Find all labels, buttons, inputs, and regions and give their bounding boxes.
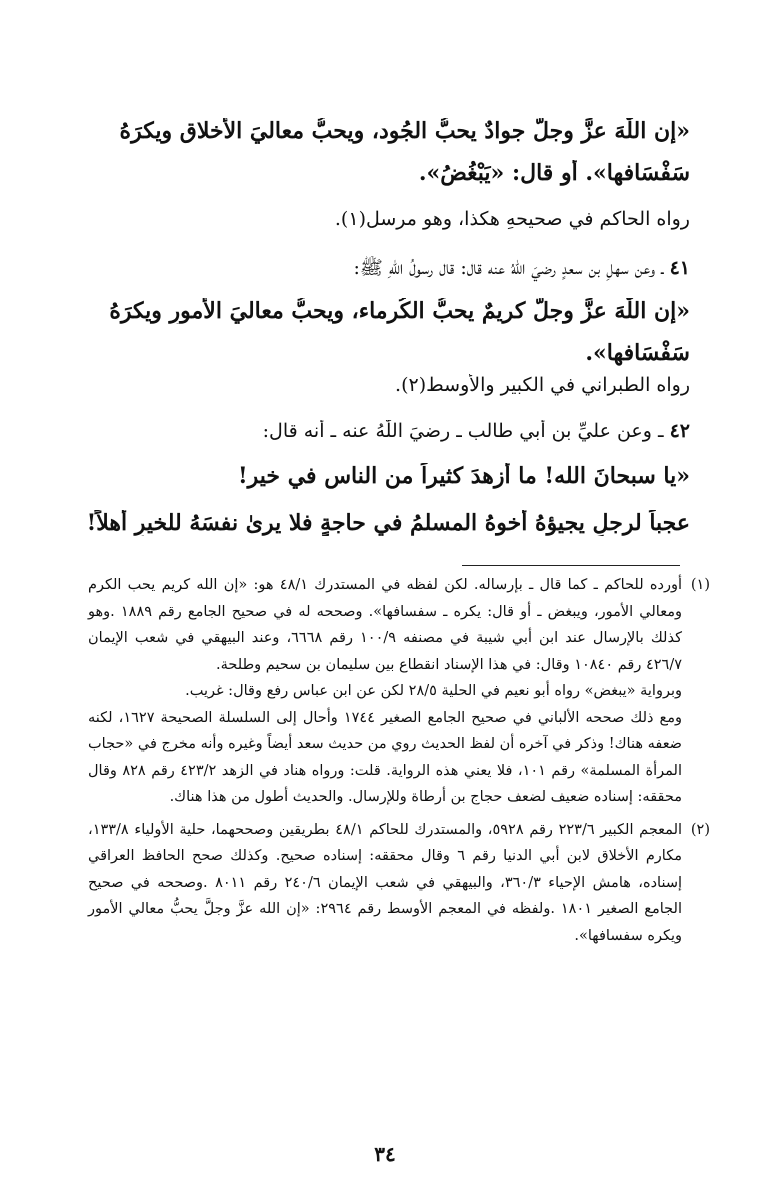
hadith-number-41: ٤١	[669, 257, 690, 279]
hadith-41-line-2: سَفْسَافها».	[585, 340, 690, 366]
source-note-2: رواه الطبراني في الكبير والأوسط(٢).	[395, 374, 690, 396]
footnote-separator	[462, 565, 680, 566]
footnote-1-marker: (١)	[690, 577, 710, 593]
hadith-42-line-2: عجباً لرجلٍ يجيؤهُ أخوهُ المسلمُ في حاجةٍ فلا يرىٰ نفسَهُ للخيرِ أهلاً!	[86, 510, 690, 536]
footnote-1	[88, 572, 710, 811]
hadith-40-line-2: سَفْسَافها». أو قال: «يَبْغُضُ».	[418, 160, 690, 186]
page-number: ٣٤	[374, 1142, 396, 1166]
footnote-1-paragraph-3: ومع ذلك صححه الألباني في صحيح الجامع الصغير ١٧٤٤ وأحال إلى السلسلة الصحيحة ١٦٢٧، لكنه ضعفه هناك! وذكر في آخره أن لفظ الحديث روي من حديث سعد أيضاً وغيره وأنه مخرج في «حجاب المرأة المسلمة» رقم ١٠١، فلا يعني هذه الرواية. قلت: ورواه هناد في الزهد ٤٢٣/٢ رقم ٨٢٨ وقال محققه: إسناده ضعيف لضعف حجاج بن أرطاة وللإرسال. والحديث أطول من هذا هناك.	[88, 709, 683, 805]
footnote-1-text: أورده للحاكم ـ كما قال ـ بإرساله. لكن لفظه في المستدرك ٤٨/١ هو: «إن الله كريم يحب الكرم ومعالي الأمور، ويبغض ـ أو قال: يكره ـ سفسافها». وصححه له في صحيح الجامع رقم ١٨٨٩ .وهو كذلك بالإرسال عند ابن أبي شيبة في مصنفه ١٠٠/٩ رقم ٦٦٦٨، وعند البيهقي في شعب الإيمان ٤٢٦/٧ رقم ١٠٨٤٠ وقال: في هذا الإسناد انقطاع بين سليمان بن سحيم وطلحة.	[88, 577, 682, 673]
footnote-1-paragraph-2: وبرواية «يبغض» رواه أبو نعيم في الحلية ٢٨/٥ لكن عن ابن عباس رفع وقال: غريب.	[185, 683, 682, 699]
hadith-42-line-1: «يا سبحانَ الله! ما أزهدَ كثيراً من الناسِ في خير!	[238, 463, 690, 489]
hadith-41-heading	[78, 256, 690, 284]
hadith-42-heading	[78, 420, 690, 442]
hadith-41-intro: ـ وعن سهلِ بن سعدٍ رضيَ اللّٰهُ عنه قال: قال رسولُ اللّٰهِ ﷺ:	[353, 257, 664, 279]
footnote-2	[88, 817, 710, 950]
footnotes	[88, 572, 710, 949]
source-note-1: رواه الحاكم في صحيحهِ هكذا، وهو مرسل(١).	[334, 208, 690, 230]
hadith-41-line-1: «إن اللّٰهَ عزَّ وجلَّ كريمٌ يحبُّ الكُرماء، ويحبُّ معاليَ الأمورِ ويكرَهُ	[109, 298, 690, 324]
hadith-40-line-1: «إن اللّٰهَ عزَّ وجلَّ جوادٌ يحبُّ الجُود، ويحبُّ معاليَ الأخلاقِ ويكرَهُ	[119, 118, 690, 144]
hadith-number-42: ٤٢	[669, 420, 690, 442]
footnote-2-marker: (٢)	[690, 821, 710, 838]
hadith-42-intro: ـ وعن عليِّ بنِ أبي طالب ـ رضيَ اللّٰهُ عنه ـ أنه قال:	[262, 420, 664, 442]
footnote-2-text: المعجم الكبير ٢٢٣/٦ رقم ٥٩٢٨، والمستدرك للحاكم ٤٨/١ بطريقين وصححهما، حلية الأولياء ١٣٣/٨، مكارم الأخلاق لابن أبي الدنيا رقم ٦ وقال محققه: إسناده صحيح. وكذلك صحح الحافظ العراقي إسناده، هامش الإحياء ٣٦٠/٣، والبيهقي في شعب الإيمان ٢٤٠/٦ رقم ٨٠١١ .وصححه في صحيح الجامع الصغير ١٨٠١ .ولفظه في المعجم الأوسط رقم ٢٩٦٤: «إن الله عزَّ وجلَّ يحبُّ معالي الأمور ويكره سفسافها».	[88, 821, 683, 944]
